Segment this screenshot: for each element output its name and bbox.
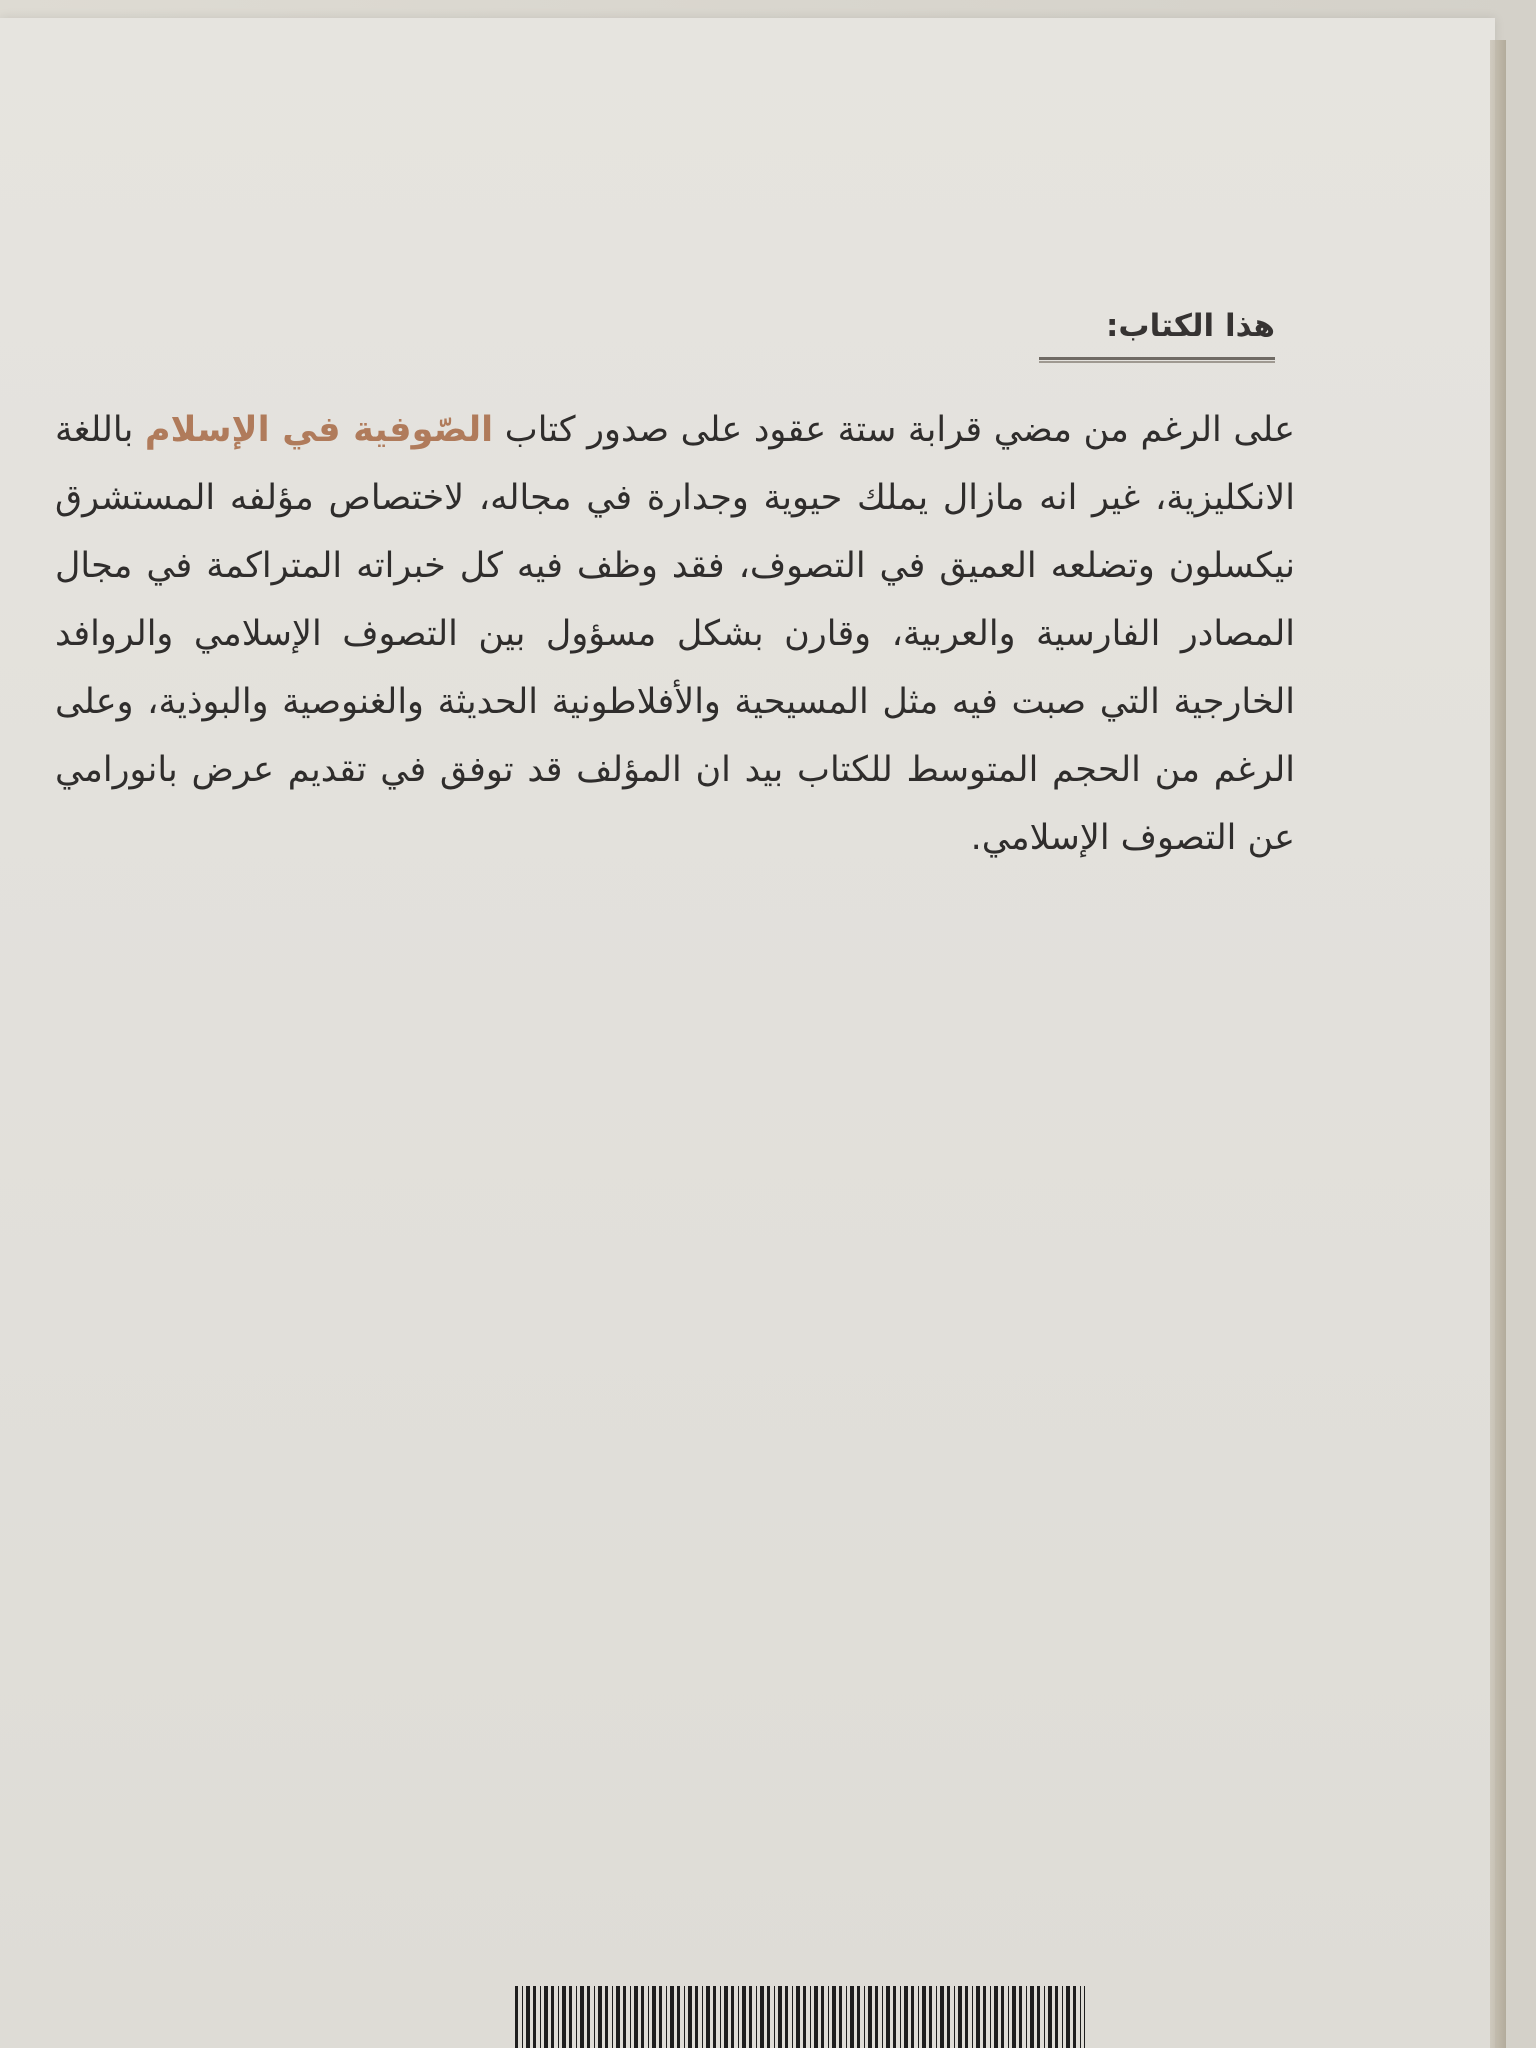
heading-underline — [1039, 357, 1275, 363]
book-spine-edge — [1490, 40, 1506, 2048]
description-intro: على الرغم من مضي قرابة ستة عقود على صدور كتاب — [504, 410, 1295, 450]
barcode — [515, 1986, 1085, 2048]
description-rest: باللغة الانكليزية، غير انه مازال يملك حيوية وجدارة في مجاله، لاختصاص مؤلفه المستشرق نيكسلون وتضلعه العميق في التصوف، فقد وظف فيه كل خبراته المتراكمة في مجال المصادر الفارسية والعربية، وقارن بشكل مسؤول بين التصوف الإسلامي والروافد الخارجية التي صبت فيه مثل المسيحية والأفلاطونية الحديثة والغنوصية والبوذية، وعلى الرغم من الحجم المتوسط للكتاب بيد ان المؤلف قد توفق في تقديم عرض بانورامي عن التصوف الإسلامي. — [55, 410, 1295, 858]
book-description — [55, 396, 1295, 872]
book-back-cover — [0, 18, 1495, 2048]
book-title-highlight: الصّوفية في الإسلام — [144, 410, 494, 450]
heading-block — [1015, 308, 1275, 363]
section-heading: هذا الكتاب: — [1106, 308, 1275, 344]
